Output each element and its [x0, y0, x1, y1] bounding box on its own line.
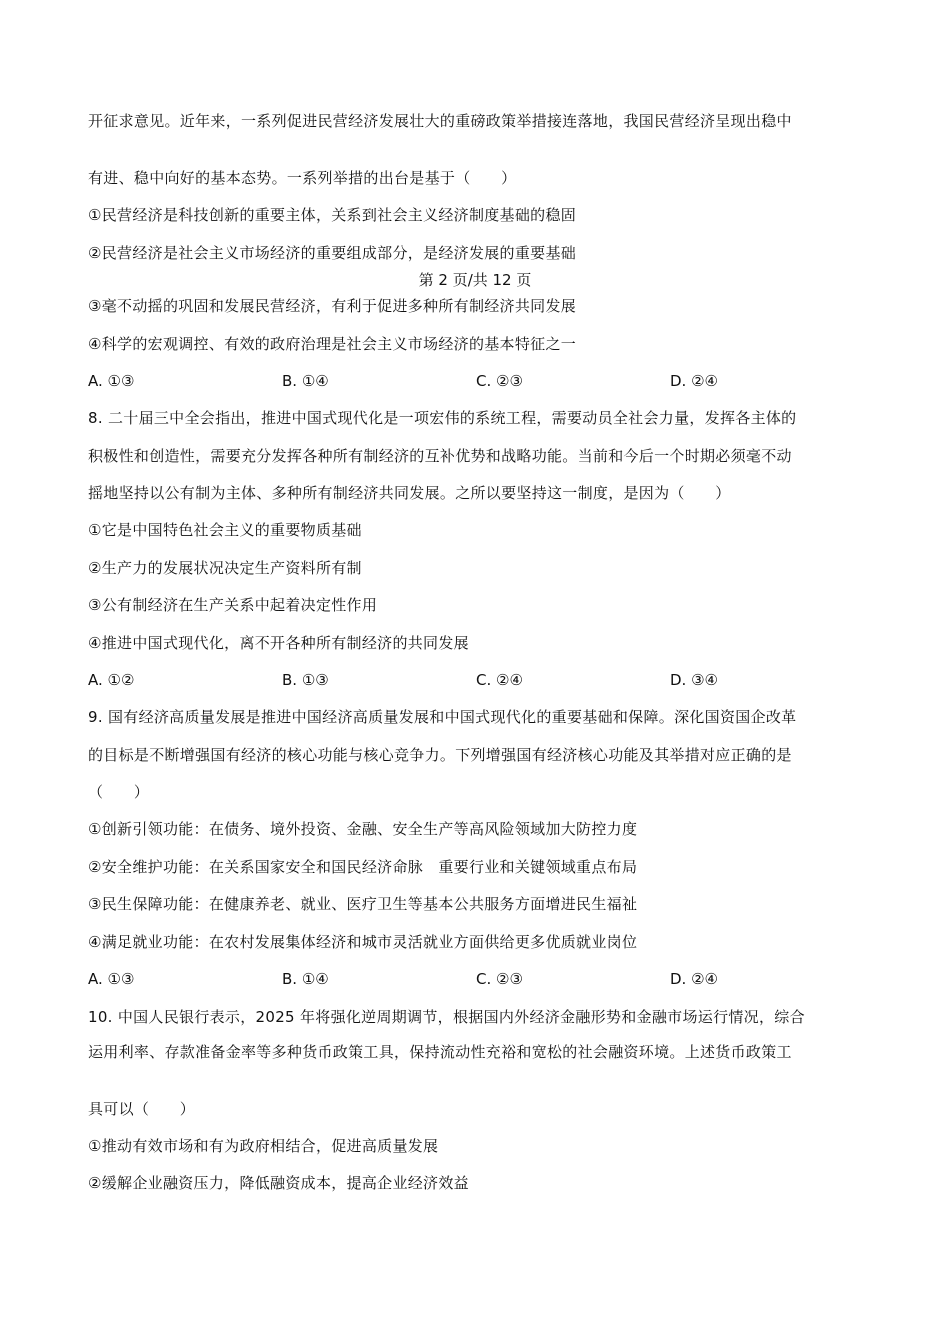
q7-stem-line-1: 开征求意见。近年来，一系列促进民营经济发展壮大的重磅政策举措接连落地，我国民营经济呈现出稳中	[88, 112, 792, 130]
q10-item-2: ②缓解企业融资压力，降低融资成本，提高企业经济效益	[88, 1174, 469, 1192]
page-number-footer: 第 2 页/共 12 页	[418, 271, 532, 289]
q9-item-1: ①创新引领功能：在债务、境外投资、金融、安全生产等高风险领域加大防控力度	[88, 820, 638, 838]
q7-option-a: A. ①③	[88, 372, 135, 390]
q7-item-1: ①民营经济是科技创新的重要主体，关系到社会主义经济制度基础的稳固	[88, 206, 577, 224]
q7-option-b: B. ①④	[282, 372, 329, 390]
q8-stem-line-1: 8. 二十届三中全会指出，推进中国式现代化是一项宏伟的系统工程，需要动员全社会力量，发挥各主体的	[88, 409, 797, 427]
q7-item-3: ③毫不动摇的巩固和发展民营经济，有利于促进多种所有制经济共同发展	[88, 297, 577, 315]
q10-stem-line-2: 运用利率、存款准备金率等多种货币政策工具，保持流动性充裕和宽松的社会融资环境。上述货币政策工	[88, 1043, 792, 1061]
q7-option-c: C. ②③	[476, 372, 523, 390]
q8-option-c: C. ②④	[476, 671, 523, 689]
q9-option-c: C. ②③	[476, 970, 523, 988]
q8-option-a: A. ①②	[88, 671, 135, 689]
q10-stem-line-3: 具可以（ ）	[88, 1100, 196, 1118]
q9-item-3: ③民生保障功能：在健康养老、就业、医疗卫生等基本公共服务方面增进民生福祉	[88, 895, 638, 913]
q8-stem-line-2: 积极性和创造性，需要充分发挥各种所有制经济的互补优势和战略功能。当前和今后一个时期必须毫不动	[88, 447, 792, 465]
q9-options	[88, 969, 878, 989]
q8-item-1: ①它是中国特色社会主义的重要物质基础	[88, 521, 362, 539]
q9-item-4: ④满足就业功能：在农村发展集体经济和城市灵活就业方面供给更多优质就业岗位	[88, 933, 638, 951]
q7-item-2: ②民营经济是社会主义市场经济的重要组成部分，是经济发展的重要基础	[88, 244, 577, 262]
q9-stem-line-1: 9. 国有经济高质量发展是推进中国经济高质量发展和中国式现代化的重要基础和保障。深化国资国企改革	[88, 708, 797, 726]
q7-option-d: D. ②④	[670, 372, 718, 390]
q8-option-b: B. ①③	[282, 671, 329, 689]
q9-stem-line-3: （ ）	[88, 783, 150, 801]
q9-option-b: B. ①④	[282, 970, 329, 988]
q9-item-2: ②安全维护功能：在关系国家安全和国民经济命脉 重要行业和关键领域重点布局	[88, 858, 638, 876]
q8-stem-line-3: 摇地坚持以公有制为主体、多种所有制经济共同发展。之所以要坚持这一制度，是因为（ ）	[88, 484, 731, 502]
q8-item-3: ③公有制经济在生产关系中起着决定性作用	[88, 596, 378, 614]
q8-option-d: D. ③④	[670, 671, 718, 689]
q9-option-d: D. ②④	[670, 970, 718, 988]
q8-item-4: ④推进中国式现代化，离不开各种所有制经济的共同发展	[88, 634, 469, 652]
q7-stem-line-2: 有进、稳中向好的基本态势。一系列举措的出台是基于（ ）	[88, 169, 517, 187]
q10-item-1: ①推动有效市场和有为政府相结合，促进高质量发展	[88, 1137, 439, 1155]
q8-options	[88, 670, 878, 690]
q7-item-4: ④科学的宏观调控、有效的政府治理是社会主义市场经济的基本特征之一	[88, 335, 577, 353]
q10-stem-line-1: 10. 中国人民银行表示，2025 年将强化逆周期调节，根据国内外经济金融形势和金融市场运行情况，综合	[88, 1008, 805, 1026]
q7-options	[88, 371, 878, 391]
q9-stem-line-2: 的目标是不断增强国有经济的核心功能与核心竞争力。下列增强国有经济核心功能及其举措对应正确的是	[88, 746, 792, 764]
q9-option-a: A. ①③	[88, 970, 135, 988]
q8-item-2: ②生产力的发展状况决定生产资料所有制	[88, 559, 362, 577]
